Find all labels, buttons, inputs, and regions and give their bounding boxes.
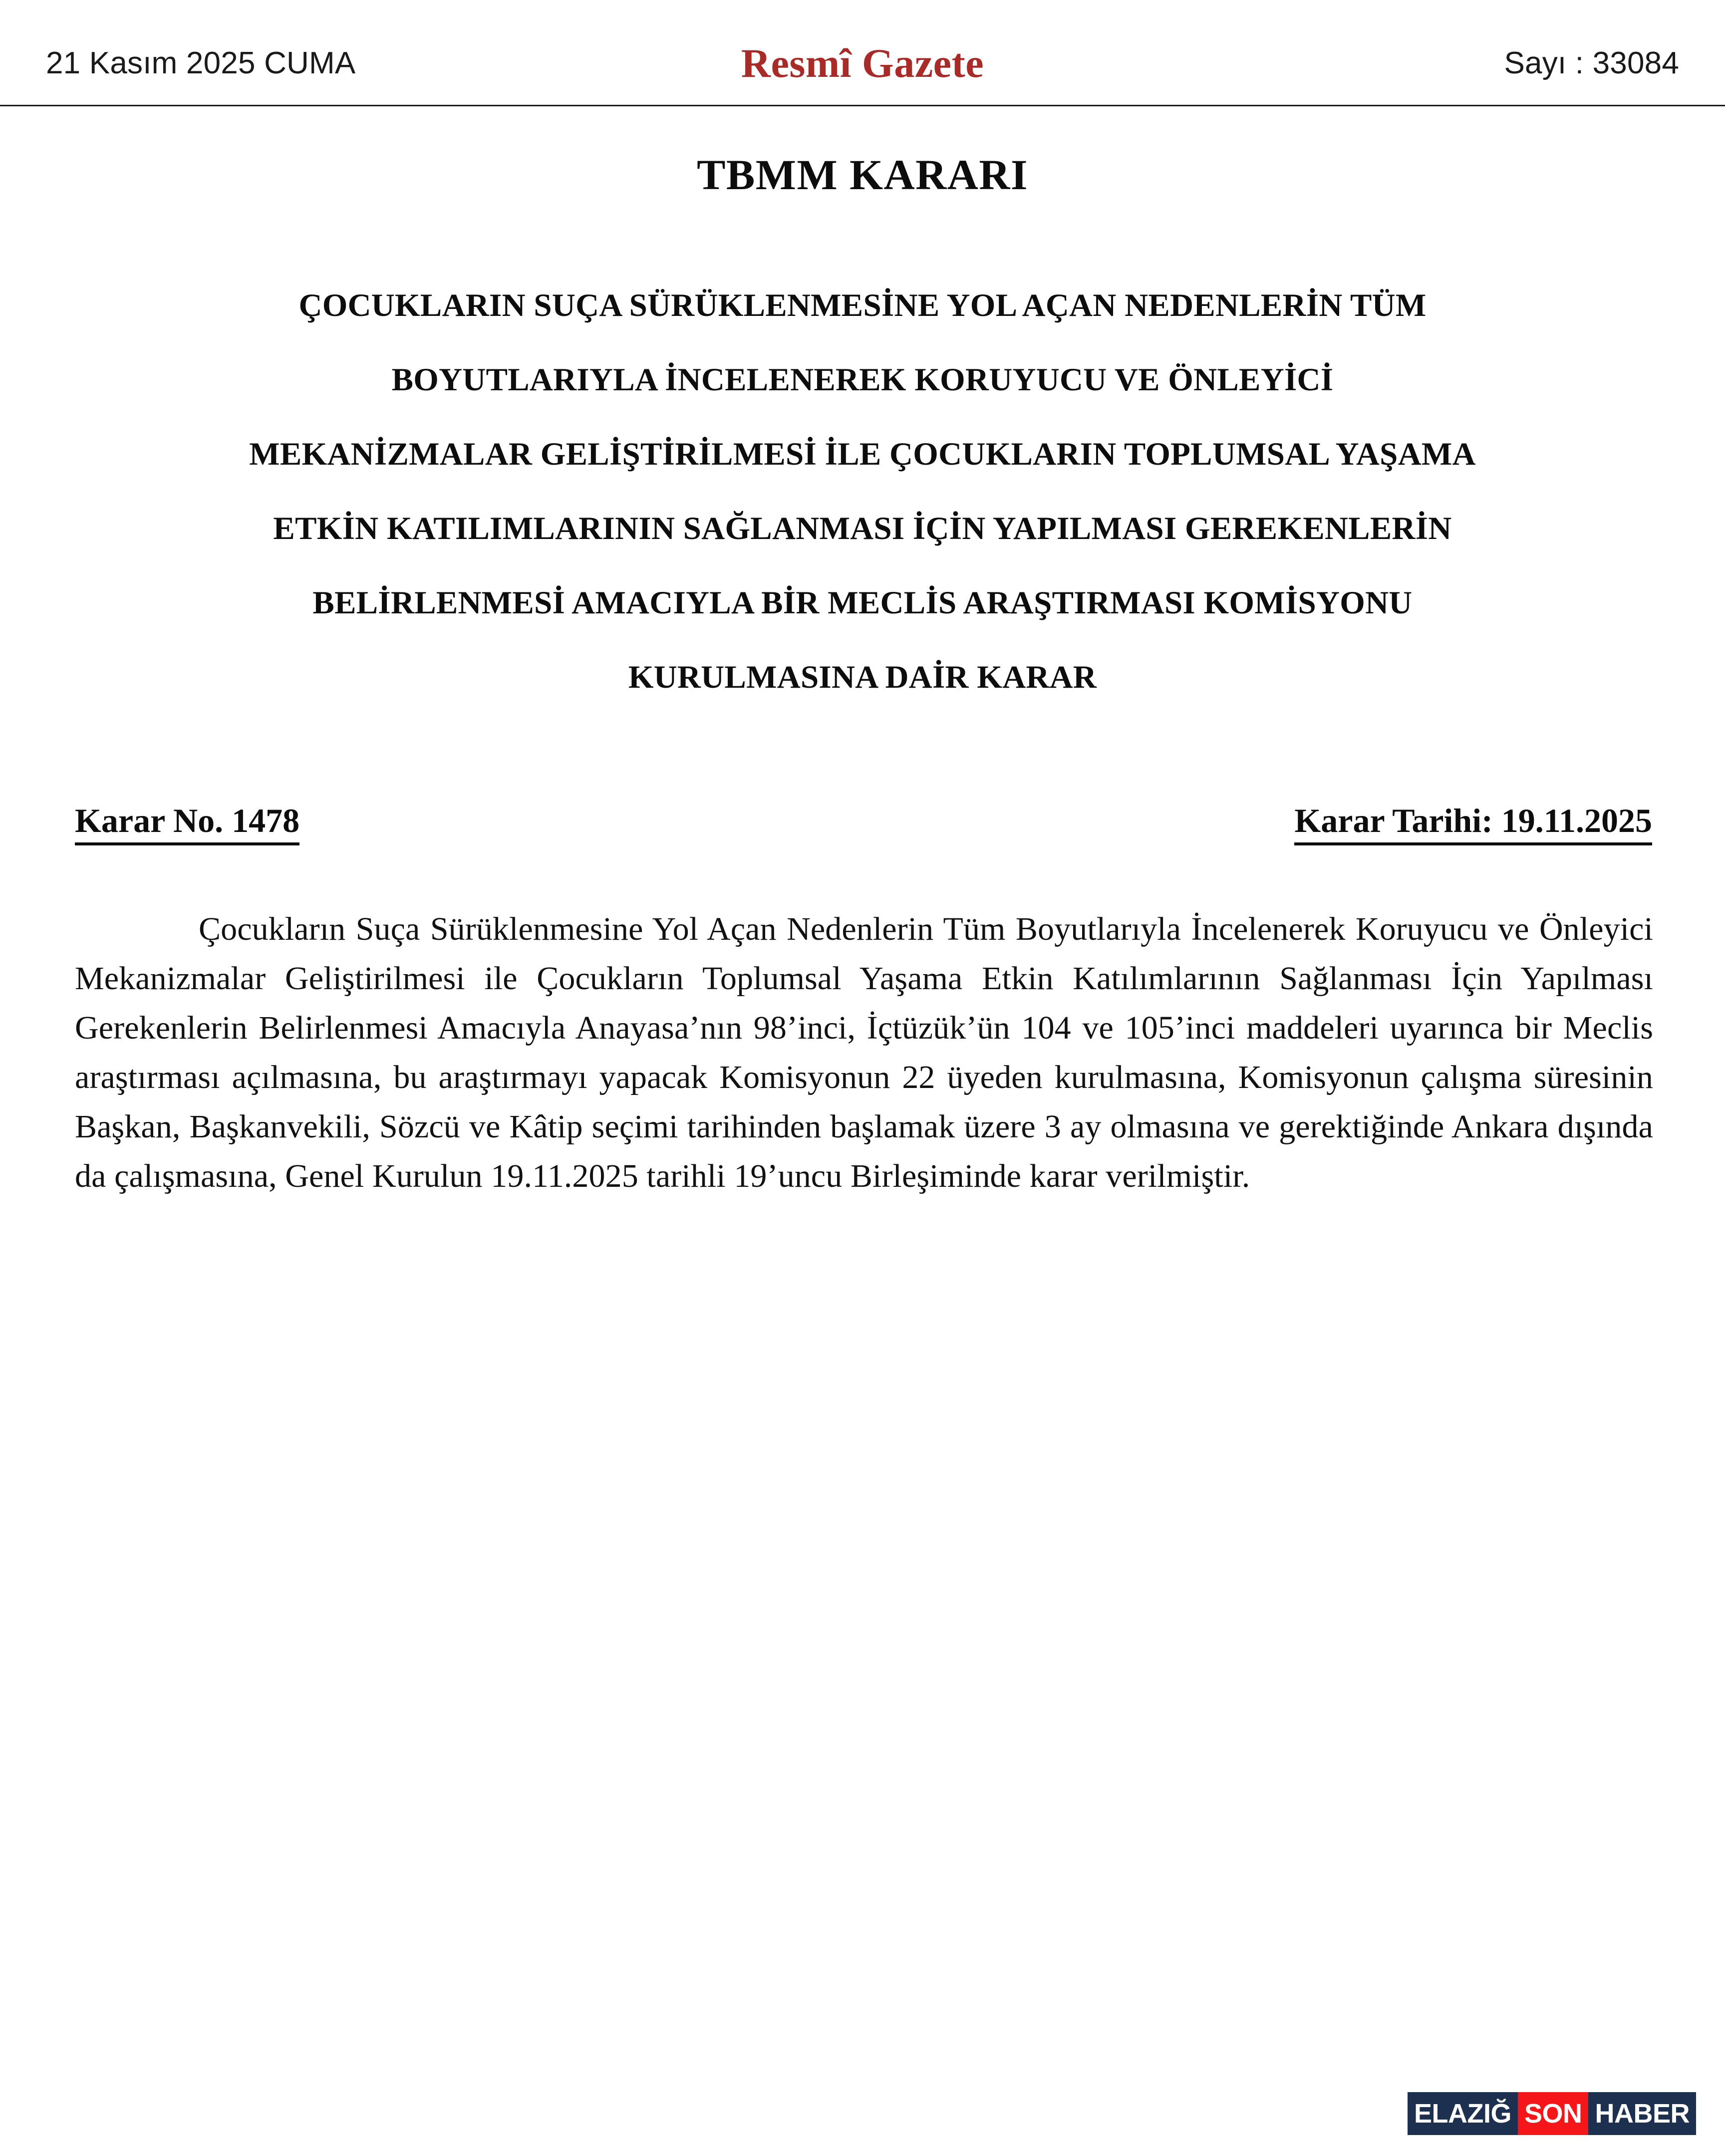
heading-line: BOYUTLARIYLA İNCELENEREK KORUYUCU VE ÖNLEYİCİ <box>391 362 1334 398</box>
document-heading <box>59 269 1666 715</box>
source-logo-part-elazig: ELAZIĞ <box>1408 2092 1518 2135</box>
heading-line: ETKİN KATILIMLARININ SAĞLANMASI İÇİN YAPILMASI GEREKENLERİN <box>273 511 1452 546</box>
masthead-divider <box>0 105 1725 106</box>
heading-line: BELİRLENMESİ AMACIYLA BİR MECLİS ARAŞTIRMASI KOMİSYONU <box>312 585 1413 621</box>
heading-line: MEKANİZMALAR GELİŞTİRİLMESİ İLE ÇOCUKLARIN TOPLUMSAL YAŞAMA <box>249 436 1476 472</box>
masthead-date: 21 Kasım 2025 CUMA <box>46 45 356 80</box>
heading-line: KURULMASINA DAİR KARAR <box>628 659 1097 695</box>
decision-meta-row <box>75 801 1652 845</box>
heading-line: ÇOCUKLARIN SUÇA SÜRÜKLENMESİNE YOL AÇAN NEDENLERİN TÜM <box>298 287 1427 323</box>
masthead <box>0 39 1725 87</box>
source-logo-part-haber: HABER <box>1588 2092 1696 2135</box>
decision-number: Karar No. 1478 <box>75 801 299 845</box>
document-type-label: TBMM KARARI <box>697 151 1028 199</box>
source-logo <box>1408 2092 1696 2135</box>
masthead-title: Resmî Gazete <box>741 40 984 86</box>
decision-date: Karar Tarihi: 19.11.2025 <box>1294 801 1652 845</box>
source-logo-part-son: SON <box>1518 2092 1589 2135</box>
masthead-issue-number: Sayı : 33084 <box>1504 45 1679 80</box>
decision-body-paragraph: Çocukların Suça Sürüklenmesine Yol Açan Nedenlerin Tüm Boyutlarıyla İncelenerek Koruyucu ve Önleyici Mekanizmalar Geliştirilmesi ile Çocukların Toplumsal Yaşama Etkin Katılımlarının Sağlanması İçin Yapılması Gerekenlerin Belirlenmesi Amacıyla Anayasa’nın 98’inci, İçtüzük’ün 104 ve 105’inci maddeleri uyarınca bir Meclis araştırması açılmasına, bu araştırmayı yapacak Komisyonun 22 üyeden kurulmasına, Komisyonun çalışma süresinin Başkan, Başkanvekili, Sözcü ve Kâtip seçimi tarihinden başlamak üzere 3 ay olmasına ve gerektiğinde Ankara dışında da çalışmasına, Genel Kurulun 19.11.2025 tarihli 19’uncu Birleşiminde karar verilmiştir. <box>75 911 1653 1194</box>
